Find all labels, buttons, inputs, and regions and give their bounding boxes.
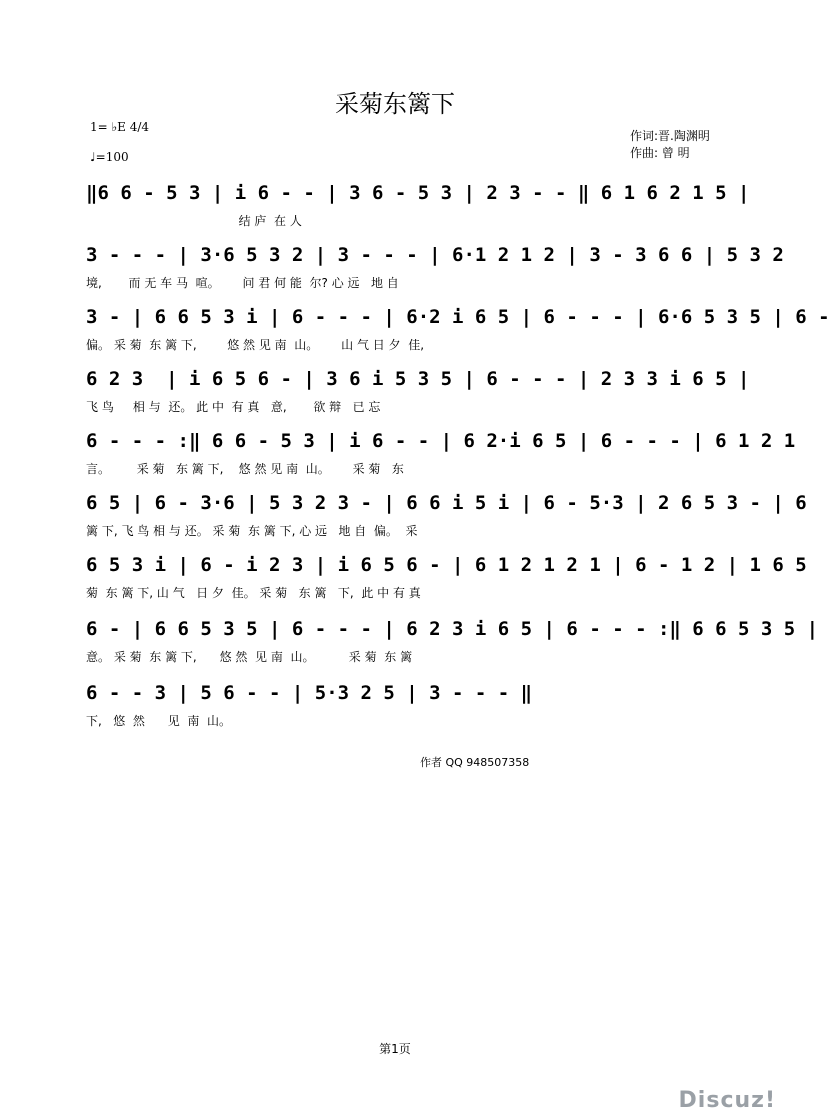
notation-line: 6 - | 6 6 5 3 5 | 6 - - - | 6 2 3 i 6 5 | 6 - - - :‖ 6 6 5 3 5 |	[86, 618, 819, 640]
page-number: 第1页	[379, 1042, 411, 1056]
score-row	[86, 182, 750, 242]
lyric-line: 篱 下, 飞 鸟 相 与 还。 采 菊 东 篱 下, 心 远 地 自 偏。 采	[86, 524, 418, 538]
score-row	[86, 554, 807, 614]
notation-line: 6 5 | 6 - 3·6 | 5 3 2 3 - | 6 6 i 5 i | 6 - 5·3 | 2 6 5 3 - | 6	[86, 492, 807, 514]
lyric-line: 意。 采 菊 东 篱 下, 悠 然 见 南 山。 采 菊 东 篱	[86, 650, 413, 664]
score-row	[86, 430, 796, 490]
notation-line: 3 - - - | 3·6 5 3 2 | 3 - - - | 6·1 2 1 2 | 3 - 3 6 6 | 5 3 2	[86, 244, 784, 266]
notation-line: ‖6 6 - 5 3 | i 6 - - | 3 6 - 5 3 | 2 3 - - ‖ 6 1 6 2 1 5 |	[86, 182, 750, 204]
notation-line: 6 - - 3 | 5 6 - - | 5·3 2 5 | 3 - - - ‖	[86, 682, 533, 704]
lyric-line: 言。 采 菊 东 篱 下, 悠 然 见 南 山。 采 菊 东	[86, 462, 404, 476]
author-contact: 作者 QQ 948507358	[420, 756, 530, 769]
score-row	[86, 244, 784, 304]
lyric-line: 菊 东 篱 下, 山 气 日 夕 佳。 采 菊 东 篱 下, 此 中 有 真	[86, 586, 421, 600]
notation-line: 6 5 3 i | 6 - i 2 3 | i 6 5 6 - | 6 1 2 1 2 1 | 6 - 1 2 | 1 6 5	[86, 554, 807, 576]
score-row	[86, 618, 819, 678]
credits	[630, 128, 710, 162]
notation-line: 6 - - - :‖ 6 6 - 5 3 | i 6 - - | 6 2·i 6 5 | 6 - - - | 6 1 2 1	[86, 430, 796, 452]
notation-line: 3 - | 6 6 5 3 i | 6 - - - | 6·2 i 6 5 | 6 - - - | 6·6 5 3 5 | 6 -	[86, 306, 830, 328]
lyric-line: 下, 悠 然 见 南 山。	[86, 714, 232, 728]
discuz-logo: Discuz!	[678, 1088, 776, 1113]
notation-line: 6 2 3 | i 6 5 6 - | 3 6 i 5 3 5 | 6 - - - | 2 3 3 i 6 5 |	[86, 368, 750, 390]
score-row	[86, 492, 807, 552]
lyricist-credit: 作词:晋.陶渊明	[630, 129, 710, 143]
lyric-line: 结 庐 在 人	[86, 214, 302, 228]
lyric-line: 偏。 采 菊 东 篱 下, 悠 然 见 南 山。 山 气 日 夕 佳,	[86, 338, 425, 352]
lyric-line: 境, 而 无 车 马 喧。 问 君 何 能 尔? 心 远 地 自	[86, 276, 399, 290]
score-row	[86, 368, 750, 428]
key-signature: 1= ♭E 4/4	[90, 120, 150, 134]
composer-credit: 作曲: 曾 明	[630, 146, 690, 160]
score-row	[86, 306, 830, 366]
tempo-marking: ♩=100	[90, 150, 129, 164]
lyric-line: 飞 鸟 相 与 还。 此 中 有 真 意, 欲 辩 已 忘	[86, 400, 381, 414]
song-title: 采菊东篱下	[335, 90, 455, 118]
score-row	[86, 682, 726, 742]
